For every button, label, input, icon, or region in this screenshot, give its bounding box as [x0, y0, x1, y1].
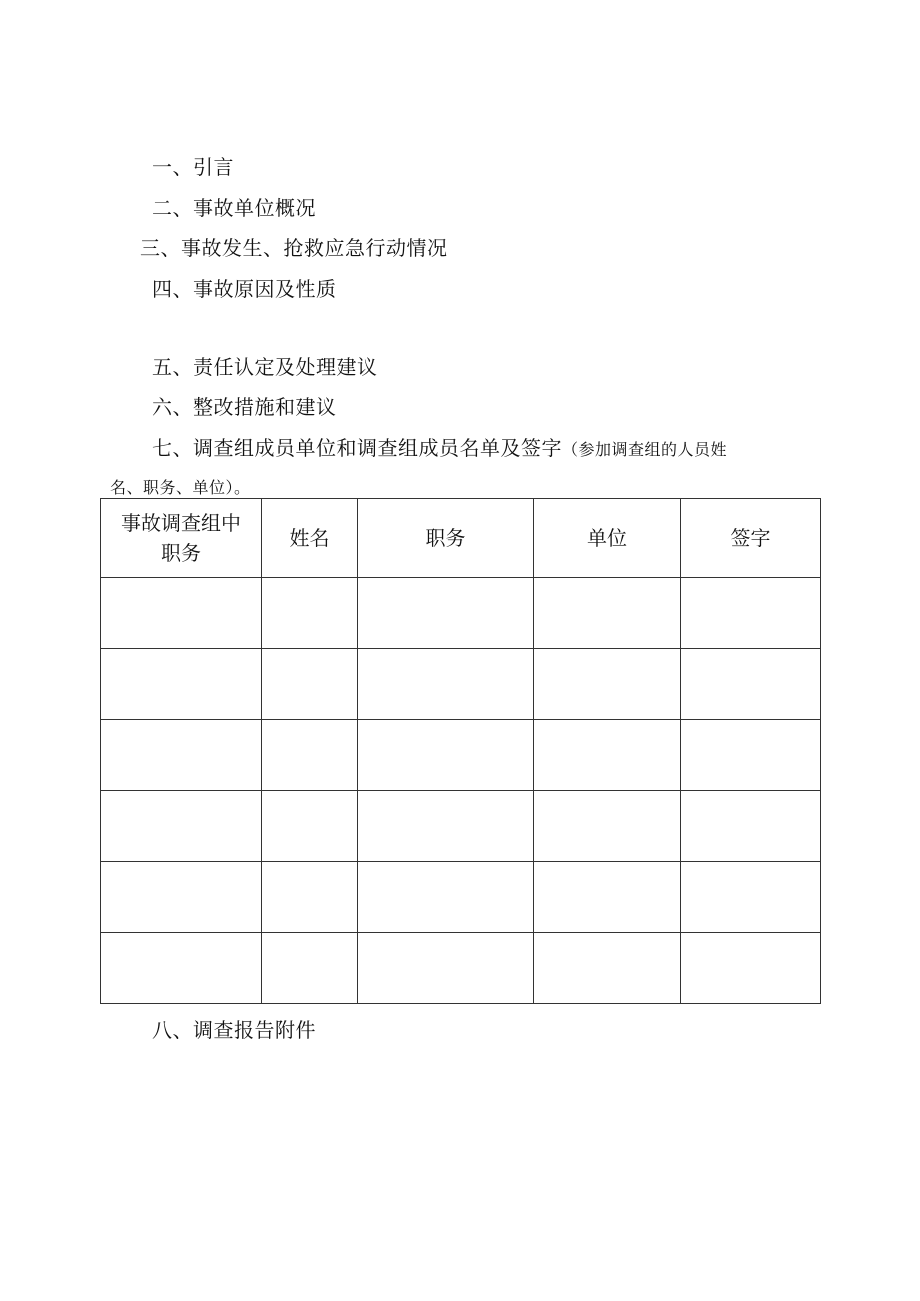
- section-1-heading: 一、引言: [152, 155, 234, 179]
- section-5-heading: 五、责任认定及处理建议: [152, 355, 378, 379]
- name-cell[interactable]: [262, 578, 358, 649]
- header-role: [101, 499, 262, 578]
- header-position: 职务: [358, 499, 534, 578]
- role-cell[interactable]: [101, 720, 262, 791]
- section-8-heading: 八、调查报告附件: [152, 1018, 316, 1042]
- position-cell[interactable]: [358, 649, 534, 720]
- name-cell[interactable]: [262, 649, 358, 720]
- header-role-line2: 职务: [161, 541, 201, 565]
- header-name: 姓名: [262, 499, 358, 578]
- header-signature: 签字: [681, 499, 821, 578]
- signature-cell[interactable]: [681, 720, 821, 791]
- table-header-row: [101, 499, 821, 578]
- signature-cell[interactable]: [681, 862, 821, 933]
- role-cell[interactable]: [101, 933, 262, 1004]
- section-7-main-text: 七、调查组成员单位和调查组成员名单及签字: [152, 436, 562, 460]
- investigation-members-table: [100, 498, 821, 1004]
- signature-cell[interactable]: [681, 933, 821, 1004]
- name-cell[interactable]: [262, 720, 358, 791]
- position-cell[interactable]: [358, 720, 534, 791]
- role-cell[interactable]: [101, 578, 262, 649]
- role-cell[interactable]: [101, 791, 262, 862]
- header-unit: 单位: [534, 499, 681, 578]
- position-cell[interactable]: [358, 791, 534, 862]
- unit-cell[interactable]: [534, 791, 681, 862]
- table-row: [101, 578, 821, 649]
- role-cell[interactable]: [101, 862, 262, 933]
- table-row: [101, 649, 821, 720]
- section-6-heading: 六、整改措施和建议: [152, 395, 337, 419]
- table-row: [101, 862, 821, 933]
- name-cell[interactable]: [262, 862, 358, 933]
- unit-cell[interactable]: [534, 933, 681, 1004]
- header-role-line1: 事故调查组中: [121, 511, 241, 535]
- signature-cell[interactable]: [681, 791, 821, 862]
- section-3-heading: 三、事故发生、抢救应急行动情况: [140, 236, 448, 260]
- unit-cell[interactable]: [534, 720, 681, 791]
- name-cell[interactable]: [262, 933, 358, 1004]
- unit-cell[interactable]: [534, 578, 681, 649]
- role-cell[interactable]: [101, 649, 262, 720]
- section-7-note: （参加调查组的人员姓: [562, 440, 728, 459]
- position-cell[interactable]: [358, 578, 534, 649]
- unit-cell[interactable]: [534, 862, 681, 933]
- unit-cell[interactable]: [534, 649, 681, 720]
- table-row: [101, 933, 821, 1004]
- section-7-note-continued: 名、职务、单位）。: [110, 478, 251, 497]
- name-cell[interactable]: [262, 791, 358, 862]
- signature-cell[interactable]: [681, 649, 821, 720]
- position-cell[interactable]: [358, 933, 534, 1004]
- table-row: [101, 791, 821, 862]
- table-row: [101, 720, 821, 791]
- section-2-heading: 二、事故单位概况: [152, 196, 316, 220]
- section-7-heading: [152, 436, 727, 462]
- section-4-heading: 四、事故原因及性质: [152, 277, 337, 301]
- position-cell[interactable]: [358, 862, 534, 933]
- signature-cell[interactable]: [681, 578, 821, 649]
